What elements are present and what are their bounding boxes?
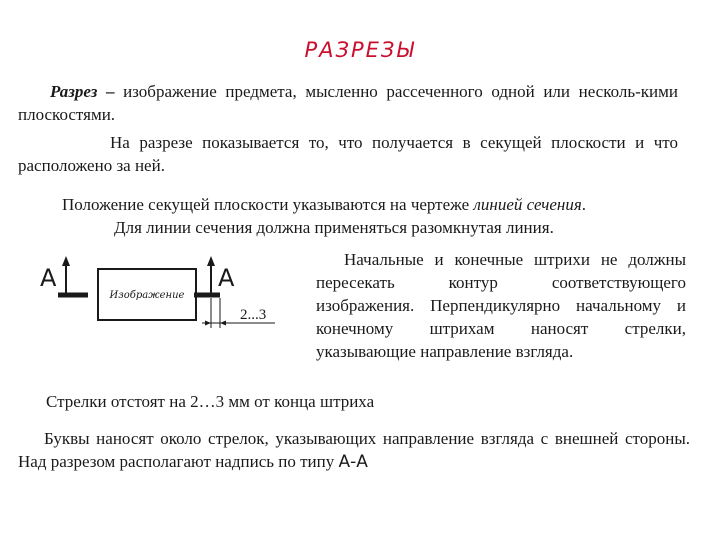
definition-text: изображение предмета, мысленно рассеченного одной или несколь-кими плоскостями.	[18, 82, 679, 124]
arrow-right-head	[207, 256, 215, 266]
arrow-left-head	[62, 256, 70, 266]
cutting-plane-line2: Для линии сечения должна применяться разомкнутая линия.	[114, 218, 554, 237]
definition-paragraph	[18, 80, 678, 126]
letters-paragraph: Буквы наносят около стрелок, указывающих направление взгляда с внешней стороны. Над разрезом располагают надпись по типу А-А	[18, 429, 690, 472]
section-letter-left: А	[40, 264, 57, 292]
dimension-arrow-b	[220, 321, 226, 326]
definition-term: Разрез	[50, 82, 98, 101]
dimension-arrow-a	[205, 321, 211, 326]
strokes-paragraph: Начальные и конечные штрихи не должны пересекать контур соответствующего изображения. Перпендикулярно начальному и конечному штрихам наносят стрелки, указывающие направление взгляда.	[316, 250, 686, 361]
cutting-plane-line1: Положение секущей плоскости указываются на чертеже линией сечения.	[62, 195, 587, 214]
definition-dash: –	[97, 82, 124, 101]
cutting-plane-paragraph	[62, 193, 662, 239]
shown-paragraph: На разрезе показывается то, что получается в секущей плоскости и что расположено за ней.	[18, 133, 678, 175]
section-letter-right: А	[218, 264, 235, 292]
section-label-example: А-А	[338, 452, 368, 472]
dimension-label: 2...3	[240, 307, 267, 323]
section-line-term: линией сечения	[473, 195, 582, 214]
image-box-label: Изображение	[109, 290, 185, 301]
section-line-diagram	[30, 252, 300, 342]
arrows-paragraph: Стрелки отстоят на 2…3 мм от конца штриха	[46, 392, 375, 411]
slide-title: РАЗРЕЗЫ	[304, 38, 416, 62]
